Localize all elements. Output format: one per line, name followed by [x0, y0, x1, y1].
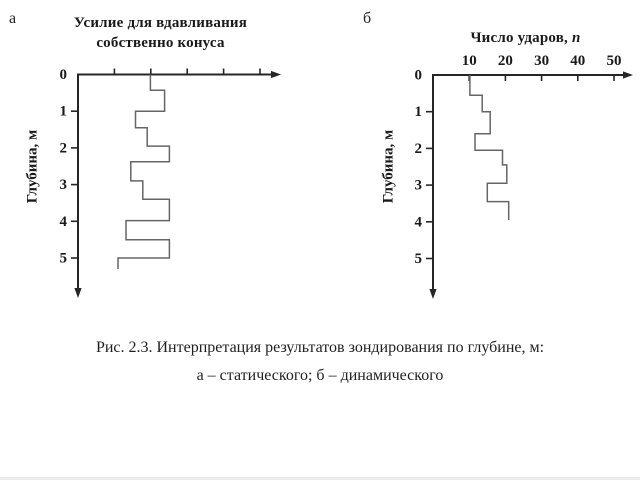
panel-label-a: а: [9, 10, 17, 27]
chart-b-y-tick-label: 4: [414, 214, 422, 231]
chart-b-y-axis-arrow-icon: [429, 289, 436, 299]
chart-b-x-tick-label: 40: [570, 53, 586, 69]
chart-a-y-axis-arrow-icon: [74, 288, 81, 298]
chart-a-x-axis-arrow-icon: [271, 71, 281, 78]
chart-b-y-tick-label: 5: [414, 251, 422, 267]
chart-b-title-variable: n: [571, 30, 581, 46]
chart-a-title-line2: собственно конуса: [96, 35, 225, 51]
chart-a-y-tick-label: 2: [59, 140, 67, 157]
chart-a-y-tick-label: 3: [59, 177, 67, 194]
chart-b-x-tick-label: 30: [534, 53, 550, 69]
figure-caption-line2: а – статического; б – динамического: [196, 367, 444, 384]
chart-a-title: [58, 13, 263, 53]
panel-label-b: б: [363, 10, 372, 27]
chart-b-y-tick-label: 3: [414, 177, 422, 194]
chart-b-x-tick-label: 20: [497, 53, 513, 69]
chart-b-x-axis-arrow-icon: [623, 71, 633, 78]
chart-a-title-line1: Усилие для вдавливания: [73, 15, 248, 31]
chart-b-y-tick-label: 0: [414, 67, 422, 84]
chart-b-y-tick-label: 2: [414, 140, 422, 157]
chart-b-x-tick-label: 50: [606, 53, 622, 69]
chart-a-y-tick-label: 4: [59, 213, 67, 230]
chart-a-profile-line: [118, 75, 169, 270]
chart-a-ylabel: Глубина, м: [24, 129, 41, 204]
chart-b-title-text: Число ударов,: [470, 30, 572, 46]
chart-a-y-tick-label: 5: [59, 250, 67, 267]
chart-b-title: [428, 29, 623, 47]
chart-b-ylabel: Глубина, м: [380, 129, 397, 204]
figure-caption: [0, 334, 640, 390]
chart-a-y-tick-label: 1: [59, 103, 67, 120]
chart-b-x-tick-label: 10: [461, 53, 477, 69]
chart-a-y-tick-label: 0: [59, 67, 67, 83]
chart-b-y-tick-label: 1: [414, 104, 422, 121]
figure-caption-line1: Рис. 2.3. Интерпретация результатов зондирования по глубине, м:: [95, 339, 545, 356]
chart-b-profile-line: [470, 75, 509, 220]
